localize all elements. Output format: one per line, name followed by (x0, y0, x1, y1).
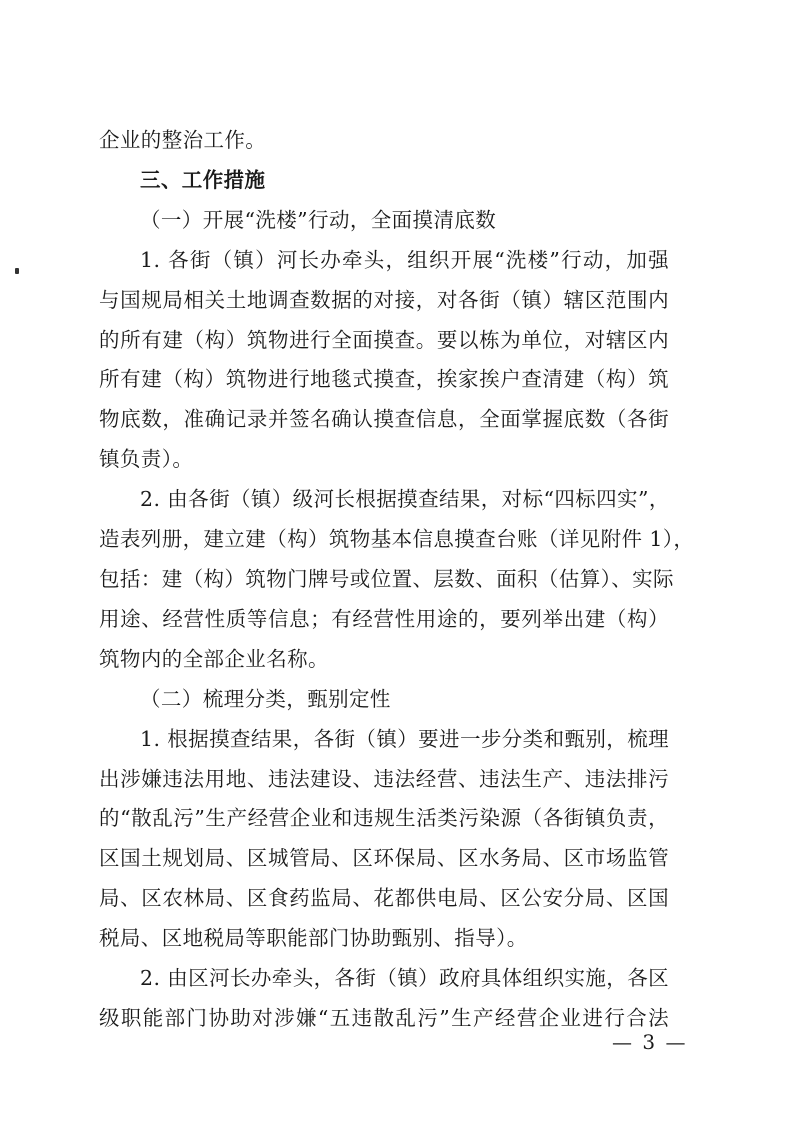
text-line: 企业的整治工作。 (99, 128, 267, 152)
text-line: 包括：建（构）筑物门牌号或位置、层数、面积（估算）、实际 (99, 567, 674, 591)
text-line: 1. 根据摸查结果，各街（镇）要进一步分类和甄别，梳理 (140, 727, 669, 751)
text-line: 税局、区地税局等职能部门协助甄别、指导）。 (99, 926, 528, 950)
text-line: 区国土规划局、区城管局、区环保局、区水务局、区市场监管 (99, 846, 669, 870)
text-line: 2. 由区河长办牵头，各街（镇）政府具体组织实施，各区 (140, 966, 669, 990)
text-line: 的“散乱污”生产经营企业和违规生活类污染源（各街镇负责， (99, 806, 669, 830)
page-number: — 3 — (612, 1030, 688, 1054)
text-line: 与国规局相关土地调查数据的对接，对各街（镇）辖区范围内 (99, 288, 669, 312)
text-line: 1. 各街（镇）河长办牵头，组织开展“洗楼”行动，加强 (140, 248, 669, 272)
text-line: 出涉嫌违法用地、违法建设、违法经营、违法生产、违法排污 (99, 767, 669, 791)
scan-speck (15, 268, 19, 274)
text-line: 的所有建（构）筑物进行全面摸查。要以栋为单位，对辖区内 (99, 328, 669, 352)
text-line: 镇负责）。 (99, 447, 194, 471)
subsection-heading: （二）梳理分类，甄别定性 (140, 687, 391, 711)
section-heading: 三、工作措施 (140, 168, 266, 192)
text-line: 2. 由各街（镇）级河长根据摸查结果，对标“四标四实”， (140, 487, 670, 511)
text-line: 局、区农林局、区食药监局、花都供电局、区公安分局、区国 (99, 886, 669, 910)
text-line: 级职能部门协助对涉嫌“五违散乱污”生产经营企业进行合法 (99, 1006, 669, 1030)
text-line: 用途、经营性质等信息；有经营性用途的，要列举出建（构） (99, 607, 669, 631)
text-line: 物底数，准确记录并签名确认摸查信息，全面掌握底数（各街 (99, 407, 669, 431)
text-line: 造表列册，建立建（构）筑物基本信息摸查台账（详见附件 1）， (99, 527, 695, 551)
text-line: 筑物内的全部企业名称。 (99, 647, 329, 671)
text-line: 所有建（构）筑物进行地毯式摸查，挨家挨户查清建（构）筑 (99, 367, 669, 391)
subsection-heading: （一）开展“洗楼”行动，全面摸清底数 (140, 208, 497, 232)
